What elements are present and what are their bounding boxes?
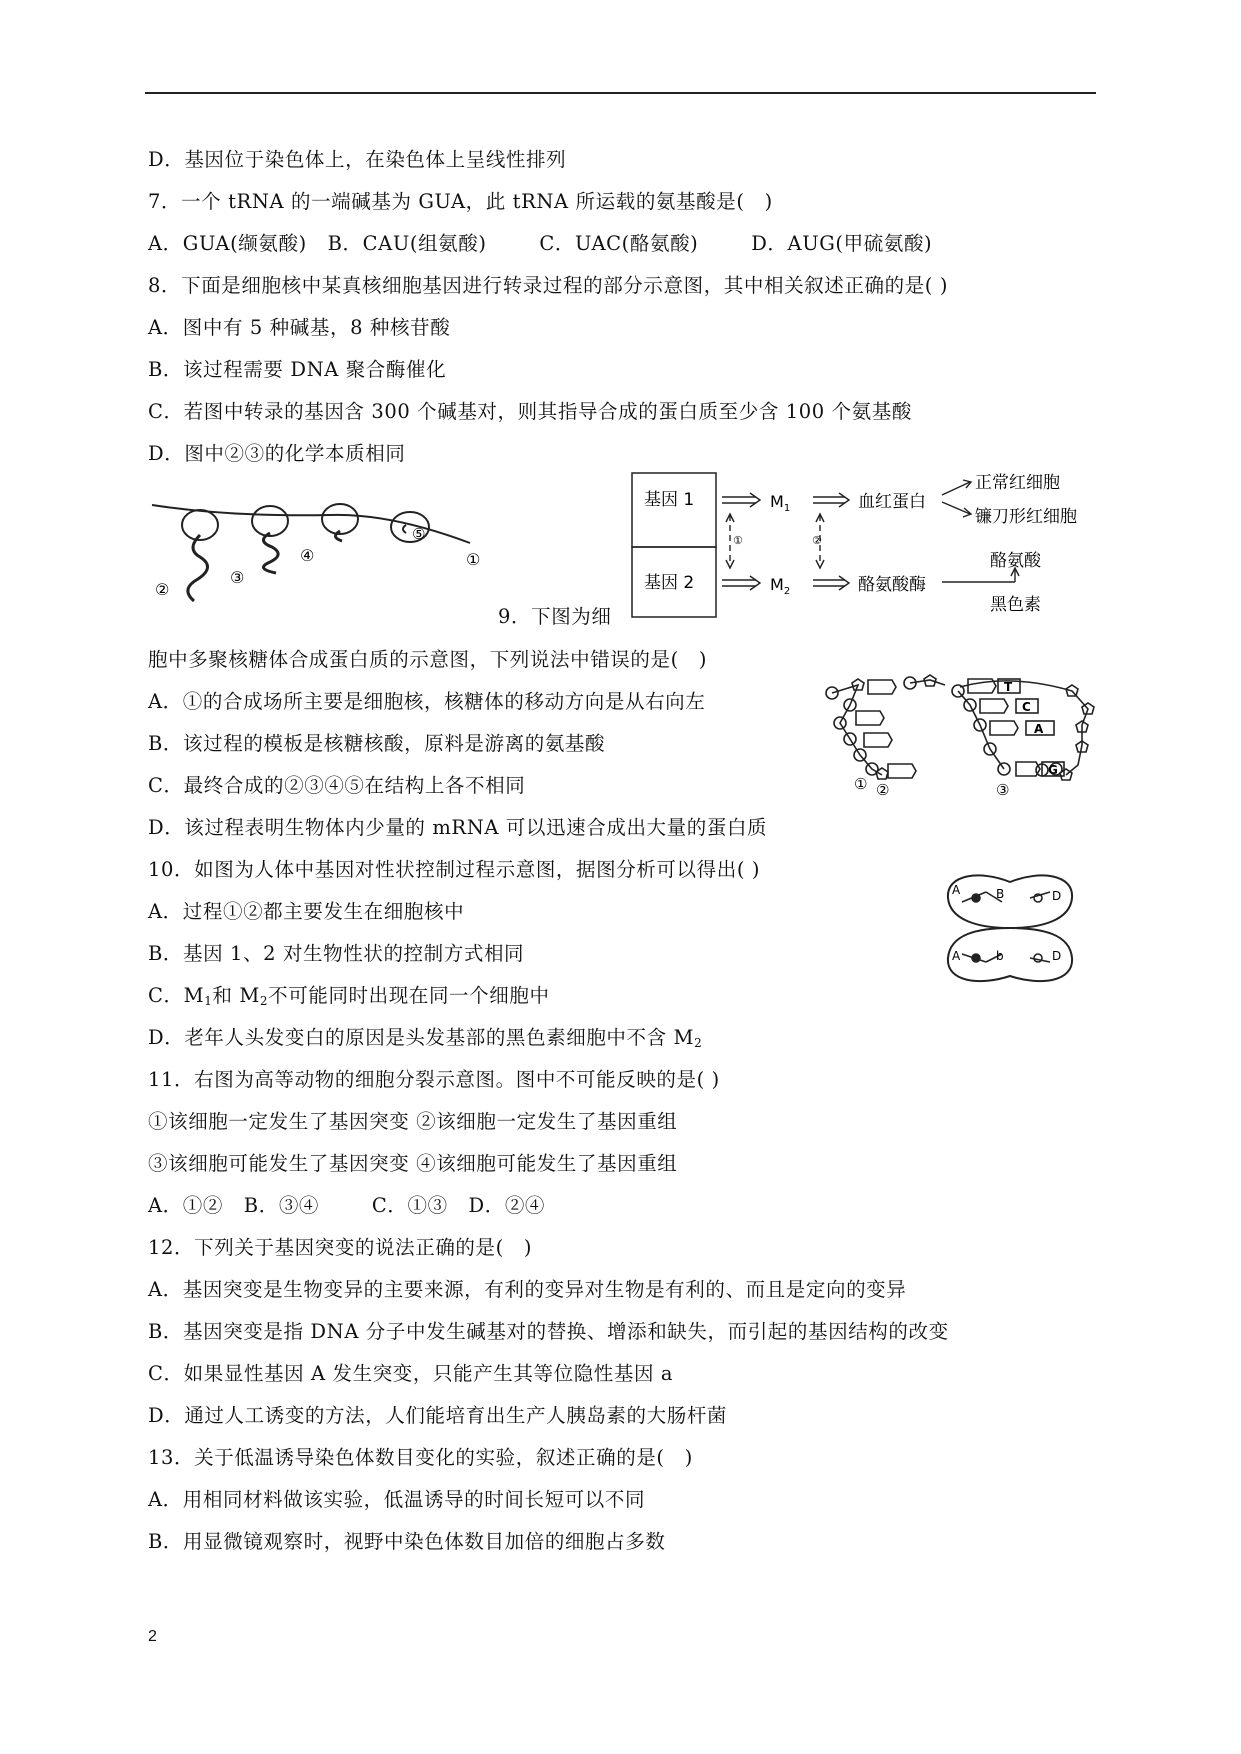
q12-option-b: B．基因突变是指 DNA 分子中发生碱基对的替换、增添和缺失，而引起的基因结构的改变	[148, 1320, 949, 1343]
q10-option-c: C．$M_1$和 $M_2$不可能同时出现在同一个细胞中	[148, 984, 550, 1008]
peptide-chain	[263, 533, 278, 573]
q12-option-a: A．基因突变是生物变异的主要来源，有利的变异对生物是有利的、而且是定向的变异	[148, 1278, 907, 1301]
q10-option-b: B．基因 1、2 对生物性状的控制方式相同	[148, 942, 525, 965]
hemoglobin-label: 血红蛋白	[858, 492, 926, 512]
label-3: ③	[230, 568, 245, 587]
ribosome	[252, 506, 288, 536]
q8-stem: 8．下面是细胞核中某真核细胞基因进行转录过程的部分示意图，其中相关叙述正确的是( )	[148, 274, 949, 297]
gene1-label: 基因 1	[644, 490, 695, 510]
label-4: ④	[300, 546, 315, 565]
q7-options	[148, 232, 932, 256]
q6-option-d: D．基因位于染色体上，在染色体上呈线性排列	[148, 148, 567, 171]
label-2: ②	[876, 781, 890, 799]
q8-option-c: C．若图中转录的基因含 300 个碱基对，则其指导合成的蛋白质至少含 100 个氨基酸	[148, 400, 912, 423]
allele-top-mid: B	[996, 887, 1005, 901]
q8-option-a: A．图中有 5 种碱基，8 种核苷酸	[148, 316, 451, 339]
m1-label: $M_1$	[770, 492, 791, 514]
step2-label: ②	[812, 534, 822, 547]
q13-stem: 13．关于低温诱导染色体数目变化的实验，叙述正确的是( )	[148, 1446, 693, 1469]
gene2-label: 基因 2	[644, 573, 695, 593]
base-g: G	[1048, 763, 1058, 777]
q9-stem-start: 9．下图为细	[498, 605, 612, 628]
q11-options	[148, 1194, 545, 1218]
step1-label: ①	[733, 534, 743, 547]
q11-option-a: A．①②	[148, 1194, 223, 1217]
q9-option-c: C．最终合成的②③④⑤在结构上各不相同	[148, 774, 526, 797]
q11-option-b: B．③④	[243, 1194, 320, 1217]
melanin-label: 黑色素	[990, 595, 1041, 615]
polysome-diagram	[150, 495, 490, 605]
q9-option-a: A．①的合成场所主要是细胞核，核糖体的移动方向是从右向左	[148, 690, 706, 713]
ribosome	[322, 504, 358, 534]
peptide-chain	[335, 531, 342, 541]
label-5: ⑤	[412, 525, 426, 543]
header-rule	[145, 92, 1096, 94]
base-a: A	[1034, 722, 1044, 736]
normal-rbc-label: 正常红细胞	[975, 473, 1060, 493]
sickle-rbc-label: 镰刀形红细胞	[975, 507, 1077, 527]
allele-top-left: A	[952, 883, 961, 897]
q7-option-b: B．CAU(组氨酸)	[327, 232, 487, 255]
q13-option-a: A．用相同材料做该实验，低温诱导的时间长短可以不同	[148, 1488, 646, 1511]
allele-bot-mid: b	[996, 949, 1004, 963]
q11-statement-3-4: ③该细胞可能发生了基因突变 ④该细胞可能发生了基因重组	[148, 1152, 678, 1175]
m2-label: $M_2$	[770, 575, 791, 597]
tyrosinase-label: 酪氨酸酶	[858, 575, 926, 595]
peptide-chain	[403, 525, 406, 533]
q10-option-d: D．老年人头发变白的原因是头发基部的黑色素细胞中不含 $M_2$	[148, 1026, 703, 1050]
q13-option-b: B．用显微镜观察时，视野中染色体数目加倍的细胞占多数	[148, 1530, 666, 1553]
q11-stem: 11．右图为高等动物的细胞分裂示意图。图中不可能反映的是( )	[148, 1068, 720, 1091]
peptide-chain	[188, 535, 208, 601]
q10-stem: 10．如图为人体中基因对性状控制过程示意图，据图分析可以得出( )	[148, 858, 761, 881]
q7-stem: 7．一个 tRNA 的一端碱基为 GUA，此 tRNA 所运载的氨基酸是( )	[148, 190, 773, 213]
q8-option-d: D．图中②③的化学本质相同	[148, 442, 406, 465]
q7-option-a: A．GUA(缬氨酸)	[148, 232, 307, 255]
cell-division-diagram	[930, 868, 1090, 988]
q12-option-d: D．通过人工诱变的方法，人们能培育出生产人胰岛素的大肠杆菌	[148, 1404, 728, 1427]
label-1: ①	[854, 775, 868, 793]
allele-top-right: D	[1052, 889, 1062, 903]
q11-option-d: D．②④	[468, 1194, 546, 1217]
tyrosine-label: 酪氨酸	[990, 551, 1041, 571]
q9-option-b: B．该过程的模板是核糖核酸，原料是游离的氨基酸	[148, 732, 606, 755]
q7-option-c: C．UAC(酪氨酸)	[539, 232, 699, 255]
q12-stem: 12．下列关于基因突变的说法正确的是( )	[148, 1236, 533, 1259]
base-c: C	[1022, 700, 1031, 714]
q7-option-d: D．AUG(甲硫氨酸)	[751, 232, 933, 255]
label-2: ②	[155, 580, 170, 599]
label-1: ①	[466, 550, 481, 569]
transcription-diagram	[820, 665, 1120, 799]
base-t: T	[1004, 680, 1013, 694]
allele-bot-left: A	[952, 949, 961, 963]
q8-option-b: B．该过程需要 DNA 聚合酶催化	[148, 358, 447, 381]
page-number: 2	[148, 1628, 157, 1645]
q12-option-c: C．如果显性基因 A 发生突变，只能产生其等位隐性基因 a	[148, 1362, 674, 1385]
q9-stem: 胞中多聚核糖体合成蛋白质的示意图，下列说法中错误的是( )	[148, 648, 708, 671]
gene-control-diagram	[630, 470, 1130, 620]
q10-option-a: A．过程①②都主要发生在细胞核中	[148, 900, 465, 923]
label-3: ③	[996, 781, 1010, 799]
allele-bot-right: D	[1052, 949, 1062, 963]
q9-option-d: D．该过程表明生物体内少量的 mRNA 可以迅速合成出大量的蛋白质	[148, 816, 768, 839]
q11-statement-1-2: ①该细胞一定发生了基因突变 ②该细胞一定发生了基因重组	[148, 1110, 678, 1133]
q11-option-c: C．①③	[371, 1194, 448, 1217]
